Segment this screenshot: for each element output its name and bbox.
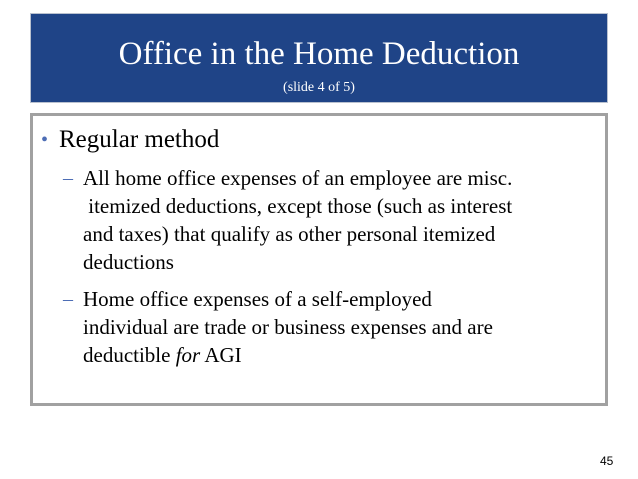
sub-item-line: individual are trade or business expenses and are [83,315,493,339]
sub-item-line-last [83,341,242,369]
slide-title: Office in the Home Deduction [118,36,520,72]
bullet-marker: • [41,129,49,151]
text-agi: AGI [200,343,242,367]
dash-marker: – [63,167,73,189]
sub-item-line: and taxes) that qualify as other personal itemized [83,222,496,246]
content-panel [30,113,608,406]
slide-subtitle: (slide 4 of 5) [283,80,355,95]
text-for-italic: for [175,343,201,367]
sub-item-line: All home office expenses of an employee are misc. [83,166,513,190]
text-deductible: deductible [83,343,176,367]
sub-item-line: itemized deductions, except those (such as interest [83,194,513,218]
page-number: 45 [600,454,614,468]
sub-item-line: Home office expenses of a self-employed [83,287,432,311]
title-banner [30,13,608,103]
dash-marker: – [63,288,73,310]
bullet-label: Regular method [59,126,220,153]
sub-item-line: deductions [83,250,174,274]
